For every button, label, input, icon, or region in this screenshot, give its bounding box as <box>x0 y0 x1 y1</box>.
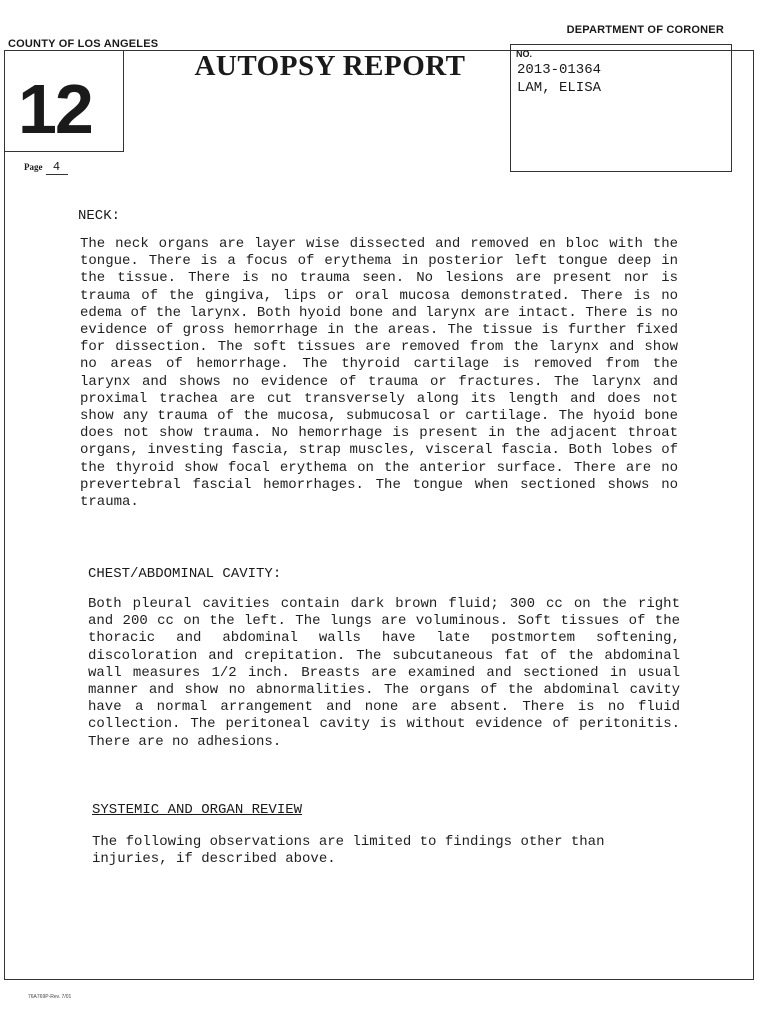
page-label: Page <box>24 162 43 172</box>
chest-text: Both pleural cavities contain dark brown fluid; 300 cc on the right and 200 cc on the left. The lungs are voluminous. Soft tissues of the thoracic and abdominal walls have late postmortem softening, discoloration and crepitation. The subcutaneous fat of the abdominal wall measures 1/2 inch. Breasts are examined and sectioned in usual manner and show no abnormalities. The organs of the abdominal cavity have a normal arrangement and none are absent. There is no fluid collection. The peritoneal cavity is without evidence of peritonitis. There are no adhesions. <box>88 596 680 750</box>
neck-heading: NECK: <box>78 208 121 224</box>
chest-heading: CHEST/ABDOMINAL CAVITY: <box>88 566 282 582</box>
county-label: COUNTY OF LOS ANGELES <box>8 38 159 50</box>
systemic-text: The following observations are limited to findings other than injuries, if described above. <box>92 834 605 868</box>
form-code: 76A769P-Rev. 7/01 <box>28 994 72 1000</box>
systemic-heading: SYSTEMIC AND ORGAN REVIEW <box>92 802 303 818</box>
page-label-row <box>24 160 68 175</box>
department-label: DEPARTMENT OF CORONER <box>566 24 724 36</box>
page-value: 4 <box>46 160 68 175</box>
case-no-label: NO. <box>516 49 533 59</box>
case-number: 2013-01364 <box>517 62 602 78</box>
report-title: AUTOPSY REPORT <box>194 50 466 82</box>
page-big-number: 12 <box>18 70 92 148</box>
decedent-name: LAM, ELISA <box>517 80 602 96</box>
neck-text: The neck organs are layer wise dissected and removed en bloc with the tongue. There is a focus of erythema in posterior left tongue deep in the tissue. There is no trauma seen. No lesions are present nor is trauma of the gingiva, lips or oral mucosa demonstrated. There is no edema of the larynx. Both hyoid bone and larynx are intact. There is no evidence of gross hemorrhage in the areas. The tissue is further fixed for dissection. The soft tissues are removed from the larynx and show no areas of hemorrhage. The thyroid cartilage is removed from the larynx and shows no evidence of trauma or fractures. The larynx and proximal trachea are cut transversely along its length and does not show any trauma of the mucosa, submucosal or cartilage. The hyoid bone does not show trauma. No hemorrhage is present in the adjacent throat organs, investing fascia, strap muscles, visceral fascia. Both lobes of the thyroid show focal erythema on the anterior surface. There are no prevertebral fascial hemorrhages. The tongue when sectioned shows no trauma. <box>80 236 678 511</box>
